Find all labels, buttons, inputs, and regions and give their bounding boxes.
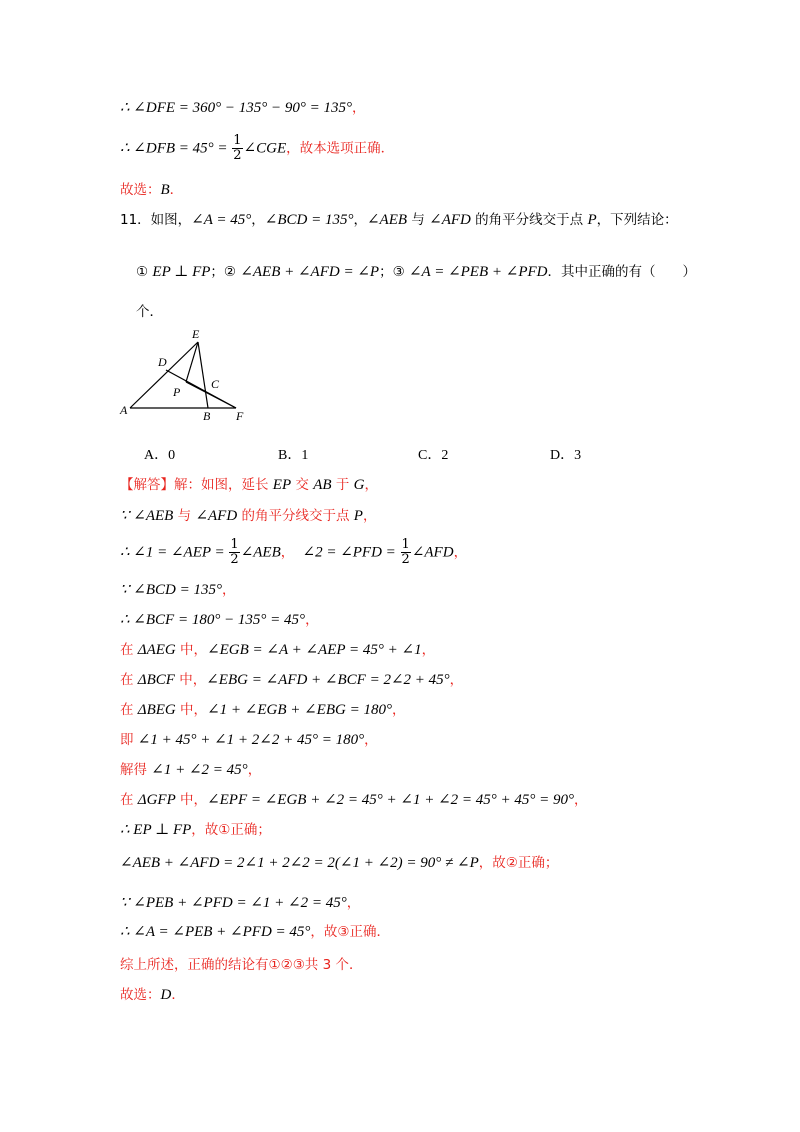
text-segment: ΔBCF	[137, 672, 175, 688]
text-segment: ，	[221, 582, 236, 598]
text-segment: 个．	[136, 304, 163, 320]
text-segment: ．	[171, 987, 185, 1003]
text-line	[120, 475, 378, 495]
text-line	[120, 985, 185, 1005]
text-segment: ．其中正确的有（ ）	[547, 264, 696, 280]
text-line	[120, 760, 261, 780]
text-segment: 在	[120, 792, 138, 808]
text-segment: EP ⊥ FP	[152, 264, 211, 280]
text-segment: ∴ ∠BCF = 180° − 135° = 45°	[120, 612, 306, 628]
fraction-numerator: 1	[233, 133, 242, 148]
text-segment: ∴ ∠DFB = 45° =	[120, 140, 232, 157]
label-D: D	[158, 355, 167, 369]
text-segment: ∠AFD	[195, 508, 238, 524]
text-segment: ∴ EP ⊥ FP	[120, 822, 192, 838]
geometry-figure	[118, 322, 258, 426]
text-segment: ．	[169, 182, 184, 198]
text-segment: ∠AEB + ∠AFD = 2∠1 + 2∠2 = 2(∠1 + ∠2) = 90° ≠ ∠P	[120, 855, 479, 871]
fraction-denominator: 2	[401, 552, 410, 567]
text-segment: 故选：	[120, 182, 161, 198]
text-segment: 的角平分线交于点	[470, 212, 588, 228]
text-line	[120, 506, 376, 526]
fraction	[232, 134, 242, 163]
label-E: E	[192, 327, 200, 341]
text-segment: EP	[272, 477, 292, 493]
text-segment: 中，	[175, 792, 208, 808]
text-segment: 于	[331, 477, 354, 493]
text-segment: 与	[407, 212, 430, 228]
text-segment: ，	[574, 792, 588, 808]
text-segment: 故选：	[120, 987, 161, 1003]
label-C: C	[211, 377, 220, 391]
text-line	[120, 820, 271, 840]
text-segment: ，	[391, 702, 406, 718]
text-segment: ，	[364, 477, 378, 493]
text-line	[120, 610, 319, 630]
text-segment: ，	[280, 544, 288, 561]
text-segment: P	[353, 508, 363, 524]
text-line	[120, 538, 467, 567]
fraction-denominator: 2	[233, 148, 242, 163]
option-d: D．3	[550, 448, 582, 463]
fraction-denominator: 2	[230, 552, 239, 567]
text-segment: ∵ ∠PEB + ∠PFD = ∠1 + ∠2 = 45°	[120, 895, 347, 911]
text-segment: B	[160, 182, 170, 198]
text-segment: ，故②正确；	[478, 855, 559, 871]
text-segment: ，	[305, 612, 319, 628]
text-segment: ∠EPF = ∠EGB + ∠2 = 45° + ∠1 + ∠2 = 45° + 45° = 90°	[207, 792, 575, 808]
text-segment: ∠A = ∠PEB + ∠PFD	[408, 264, 548, 280]
label-P: P	[173, 385, 181, 399]
label-B: B	[203, 409, 211, 422]
text-segment: D	[160, 987, 172, 1003]
text-segment: ；③	[379, 264, 409, 280]
text-segment: ΔBEG	[137, 702, 176, 718]
text-segment: ∴ ∠DFE = 360° − 135° − 90° = 135°	[120, 100, 353, 116]
text-segment: ，	[346, 895, 361, 911]
text-line	[120, 853, 558, 873]
text-segment: 解得	[120, 762, 152, 778]
text-line	[120, 580, 235, 600]
text-segment: ∠A = 45°	[191, 212, 252, 228]
text-line	[120, 670, 463, 690]
text-segment: 中，	[174, 672, 207, 688]
option-c: C．2	[418, 448, 449, 463]
text-segment: ∵ ∠BCD = 135°	[120, 582, 222, 598]
label-F: F	[236, 409, 244, 422]
text-segment: ，故①正确；	[191, 822, 271, 838]
text-segment: ，	[453, 544, 468, 561]
text-segment: ，	[352, 100, 366, 116]
text-segment: ∠1 + 45° + ∠1 + 2∠2 + 45° = 180°	[137, 732, 365, 748]
label-A: A	[120, 403, 128, 417]
text-segment: 与	[173, 508, 196, 524]
text-segment: 交	[291, 477, 314, 493]
text-segment: ，故③正确．	[310, 924, 391, 940]
text-segment: ，	[421, 642, 436, 658]
text-segment: ∠2 = ∠PFD =	[287, 544, 400, 561]
fraction-numerator: 1	[401, 537, 410, 552]
text-segment: 【解答】解：如图，延长	[120, 477, 273, 493]
text-segment: ①	[136, 264, 153, 280]
text-segment: ΔGFP	[137, 792, 176, 808]
text-segment: ∴ ∠A = ∠PEB + ∠PFD = 45°	[120, 924, 311, 940]
text-segment: 11．如图，	[120, 212, 192, 228]
text-segment: ；②	[210, 264, 241, 280]
text-segment: ，	[247, 762, 262, 778]
text-segment: ，下列结论：	[596, 212, 678, 228]
text-segment: 的角平分线交于点	[237, 508, 354, 524]
text-line	[120, 180, 183, 200]
text-segment: ΔAEG	[137, 642, 176, 658]
fraction	[401, 538, 411, 567]
text-segment: 在	[120, 672, 138, 688]
text-segment: ，	[449, 672, 464, 688]
text-line	[120, 955, 362, 975]
text-segment: AB	[313, 477, 332, 493]
text-line	[120, 700, 405, 720]
text-segment: 中，	[175, 702, 208, 718]
option-a: A．0	[144, 448, 176, 463]
option-b: B．1	[278, 448, 309, 463]
text-segment: ∠AEB	[240, 544, 281, 561]
text-segment: ∠AEB + ∠AFD = ∠P	[240, 264, 380, 280]
text-segment: ∠1 + ∠EGB + ∠EBG = 180°	[207, 702, 392, 718]
text-segment: ，	[251, 212, 265, 228]
text-line	[120, 922, 390, 942]
text-segment: ∠EBG = ∠AFD + ∠BCF = 2∠2 + 45°	[206, 672, 450, 688]
text-line	[136, 262, 696, 282]
text-segment: 中，	[175, 642, 208, 658]
text-segment: ，	[353, 212, 367, 228]
text-line	[136, 302, 163, 322]
text-segment: ∠AFD	[429, 212, 471, 228]
text-segment: 即	[120, 732, 138, 748]
text-segment: P	[587, 212, 597, 228]
text-line	[120, 893, 360, 913]
text-segment: ∠AFD	[411, 544, 454, 561]
text-segment: ∠EGB = ∠A + ∠AEP = 45° + ∠1	[207, 642, 422, 658]
text-line	[120, 640, 435, 660]
text-segment: 综上所述，正确的结论有①②③共 3 个．	[120, 957, 363, 973]
text-segment: ∠AEB	[366, 212, 408, 228]
text-segment: ，故本选项正确．	[286, 140, 395, 157]
text-segment: 在	[120, 642, 138, 658]
text-line	[120, 790, 588, 810]
text-line	[120, 210, 678, 230]
text-line	[120, 134, 394, 163]
text-segment: ∠BCD = 135°	[264, 212, 354, 228]
text-segment: ∠1 + ∠2 = 45°	[151, 762, 248, 778]
text-segment: ∵ ∠AEB	[120, 508, 174, 524]
text-segment: ∠CGE	[243, 140, 287, 157]
text-segment: ，	[362, 508, 377, 524]
text-line	[120, 730, 378, 750]
fraction	[229, 538, 239, 567]
text-segment: ，	[364, 732, 378, 748]
text-segment: ∴ ∠1 = ∠AEP =	[120, 544, 229, 561]
fraction-numerator: 1	[230, 537, 239, 552]
text-segment: 在	[120, 702, 138, 718]
text-segment: G	[353, 477, 365, 493]
text-line	[120, 98, 366, 118]
